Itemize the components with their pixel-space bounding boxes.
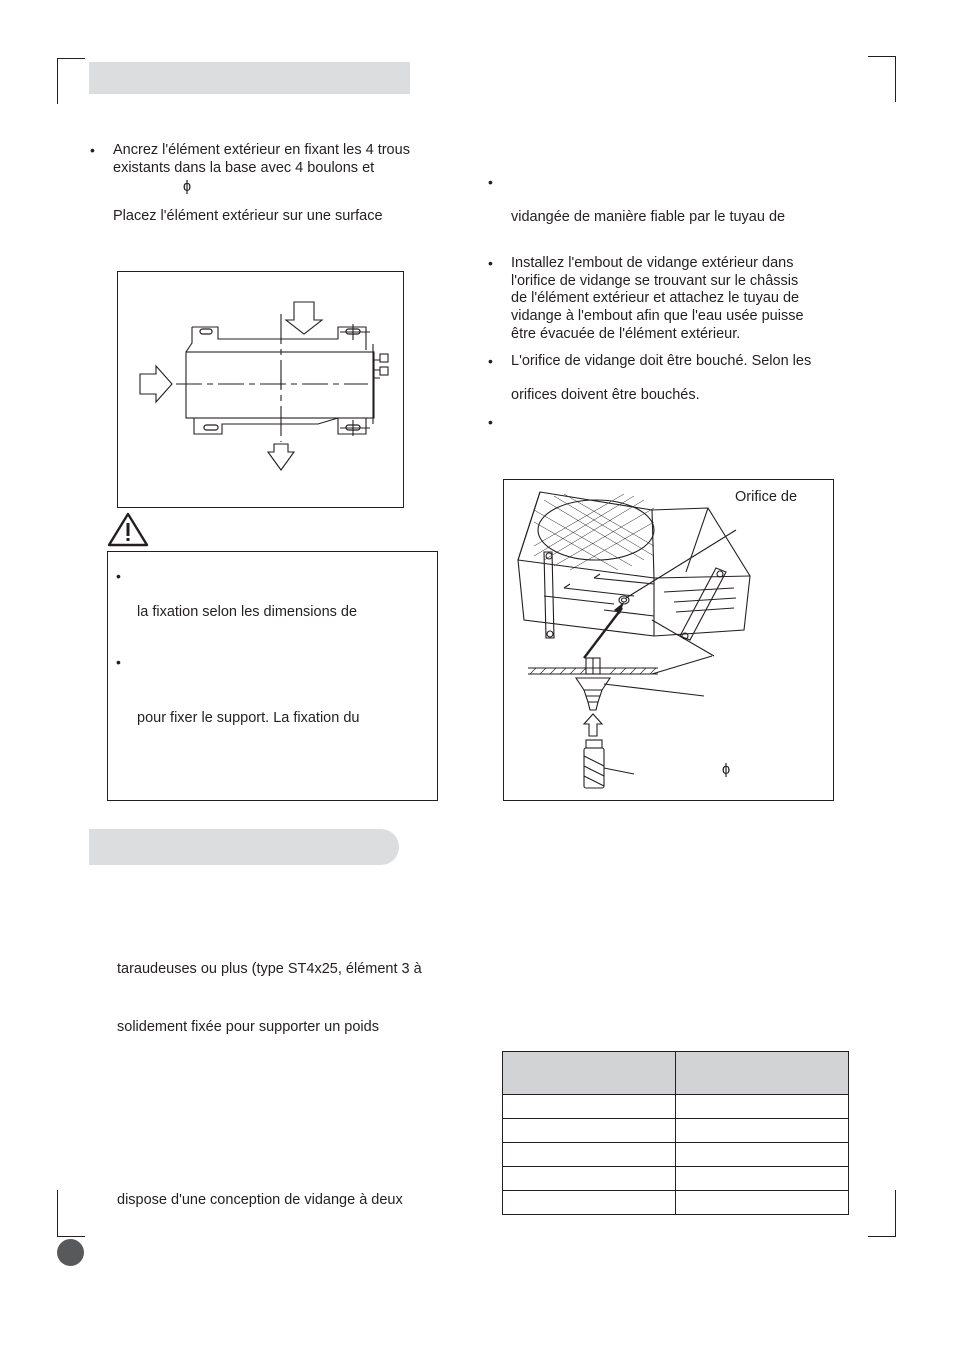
table-header-cell (503, 1052, 676, 1095)
table-cell (503, 1143, 676, 1167)
table-cell (503, 1119, 676, 1143)
table-cell (676, 1119, 849, 1143)
drained-text: vidangée de manière fiable par le tuyau de (511, 209, 786, 225)
drain-joint-diagram-frame (503, 479, 834, 801)
table-header-row (503, 1052, 849, 1095)
drain-hole-label: Orifice de (735, 489, 798, 505)
table-row (503, 1119, 849, 1143)
table-cell (676, 1167, 849, 1191)
table-row (503, 1095, 849, 1119)
wall-text: solidement fixée pour supporter un poids (117, 1019, 379, 1035)
corner-mark-top-left-horizontal (57, 58, 85, 59)
corner-mark-top-right-horizontal (868, 56, 896, 57)
table-cell (676, 1191, 849, 1215)
phi-symbol: ϕ (722, 762, 731, 778)
corner-mark-bottom-left-vertical (57, 1190, 58, 1236)
corner-mark-top-right-vertical (895, 56, 896, 102)
page-number-badge (57, 1239, 84, 1266)
caution-bullet-2: • (116, 654, 121, 670)
joint-text-line-5: être évacuée de l'élément extérieur. (511, 326, 741, 342)
plug-text-line-1: L'orifice de vidange doit être bouché. Selon les (511, 353, 812, 369)
anchor-text-line-1: Ancrez l'élément extérieur en fixant les 4 trous (113, 142, 410, 158)
corner-mark-bottom-right-horizontal (868, 1236, 896, 1237)
drain-design-text: dispose d'une conception de vidange à deux (117, 1192, 403, 1208)
bullet: • (488, 255, 493, 271)
joint-text-line-1: Installez l'embout de vidange extérieur dans (511, 255, 794, 271)
bullet: • (90, 142, 95, 158)
joint-text-line-2: l'orifice de vidange se trouvant sur le châssis (511, 273, 799, 289)
table-cell (503, 1095, 676, 1119)
warning-icon (107, 512, 151, 548)
drain-table (502, 1051, 849, 1215)
drain-joint-diagram (504, 480, 833, 800)
joint-text-line-3: de l'élément extérieur et attachez le tuyau de (511, 290, 800, 306)
corner-mark-top-left-vertical (57, 58, 58, 104)
caution-box (107, 551, 438, 801)
table-header-cell (676, 1052, 849, 1095)
section-header-bar-middle (89, 829, 399, 865)
table-cell (676, 1143, 849, 1167)
section-header-bar-top (89, 62, 410, 94)
phi-symbol: ϕ (183, 179, 192, 195)
bullet: • (488, 414, 493, 430)
surface-text: Placez l'élément extérieur sur une surface (113, 208, 383, 224)
table-row (503, 1167, 849, 1191)
table-cell (503, 1167, 676, 1191)
plug-text-line-2: orifices doivent être bouchés. (511, 387, 700, 403)
caution-bullet-1: • (116, 568, 121, 584)
corner-mark-bottom-left-horizontal (57, 1236, 85, 1237)
corner-mark-bottom-right-vertical (895, 1190, 896, 1236)
table-cell (676, 1095, 849, 1119)
table-row (503, 1143, 849, 1167)
bullet: • (488, 353, 493, 369)
table-cell (503, 1191, 676, 1215)
table-row (503, 1191, 849, 1215)
joint-text-line-4: vidange à l'embout afin que l'eau usée puisse (511, 308, 804, 324)
outdoor-unit-top-view-diagram (118, 272, 403, 507)
caution-note-1: la fixation selon les dimensions de (137, 604, 358, 620)
screws-text: taraudeuses ou plus (type ST4x25, élément 3 à (117, 961, 422, 977)
outdoor-unit-diagram-frame (117, 271, 404, 508)
caution-note-2: pour fixer le support. La fixation du (137, 710, 360, 726)
bullet: • (488, 174, 493, 190)
anchor-text-line-2: existants dans la base avec 4 boulons et (113, 160, 375, 176)
